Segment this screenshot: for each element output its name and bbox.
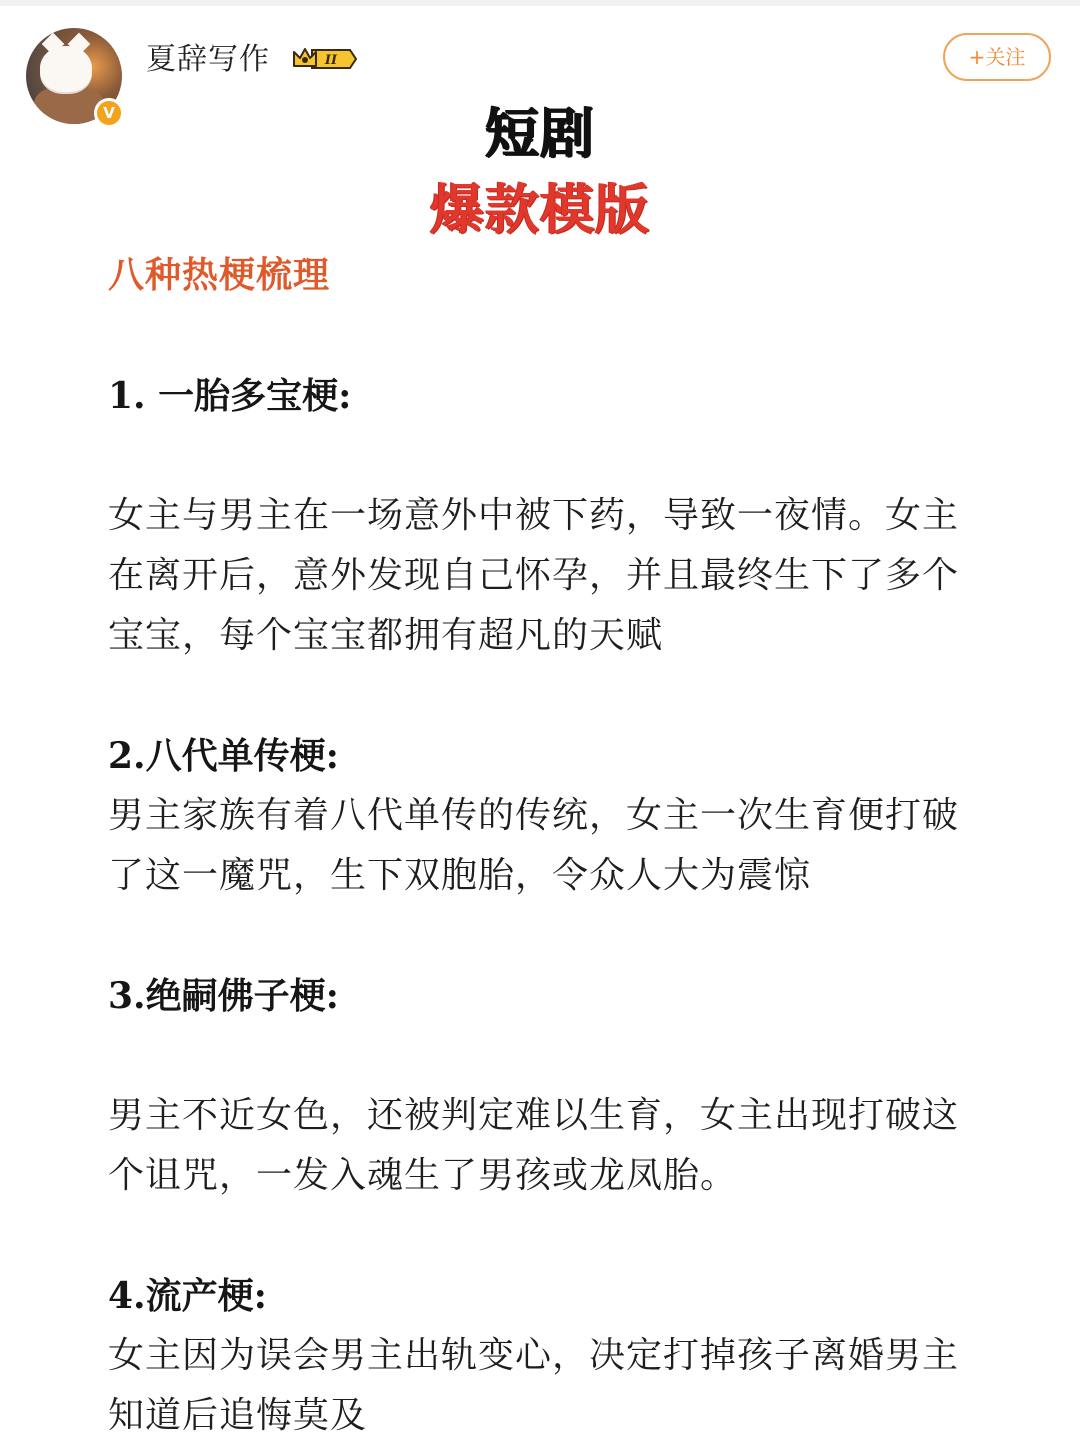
level-badge-text: II xyxy=(324,53,338,68)
title-sub: 爆款模版 xyxy=(430,178,650,241)
item-heading-3: 3.绝嗣佛子梗: xyxy=(108,975,339,1017)
paragraph-line: 了这一魔咒，生下双胞胎，令众人大为震惊 xyxy=(108,855,812,896)
item-paragraph-1 xyxy=(108,486,968,666)
level-badge xyxy=(290,44,360,74)
follow-button[interactable]: +关注 xyxy=(943,33,1051,81)
avatar-kitty-head xyxy=(40,46,92,92)
paragraph-line: 女主与男主在一场意外中被下药，导致一夜情。女主 xyxy=(108,495,960,536)
paragraph-line: 知道后追悔莫及 xyxy=(108,1395,368,1436)
item-heading-1: 1. 一胎多宝梗: xyxy=(108,375,352,417)
item-paragraph-2 xyxy=(108,786,968,906)
section-heading: 八种热梗梳理 xyxy=(108,254,331,296)
item-paragraph-3 xyxy=(108,1086,968,1206)
item-heading-2: 2.八代单传梗: xyxy=(108,735,339,777)
paragraph-line: 个诅咒，一发入魂生了男孩或龙凤胎。 xyxy=(108,1155,738,1196)
paragraph-line: 在离开后，意外发现自己怀孕，并且最终生下了多个 xyxy=(108,555,960,596)
crown-level-icon xyxy=(290,44,360,74)
verified-badge-icon: V xyxy=(94,98,124,128)
username[interactable]: 夏辞写作 xyxy=(146,42,270,77)
paragraph-line: 男主不近女色，还被判定难以生育，女主出现打破这 xyxy=(108,1095,960,1136)
item-paragraph-4 xyxy=(108,1326,968,1446)
item-heading-4: 4.流产梗: xyxy=(108,1275,267,1317)
paragraph-line: 宝宝，每个宝宝都拥有超凡的天赋 xyxy=(108,615,664,656)
paragraph-line: 女主因为误会男主出轨变心，决定打掉孩子离婚男主 xyxy=(108,1335,960,1376)
paragraph-line: 男主家族有着八代单传的传统，女主一次生育便打破 xyxy=(108,795,960,836)
title-main: 短剧 xyxy=(485,102,595,165)
